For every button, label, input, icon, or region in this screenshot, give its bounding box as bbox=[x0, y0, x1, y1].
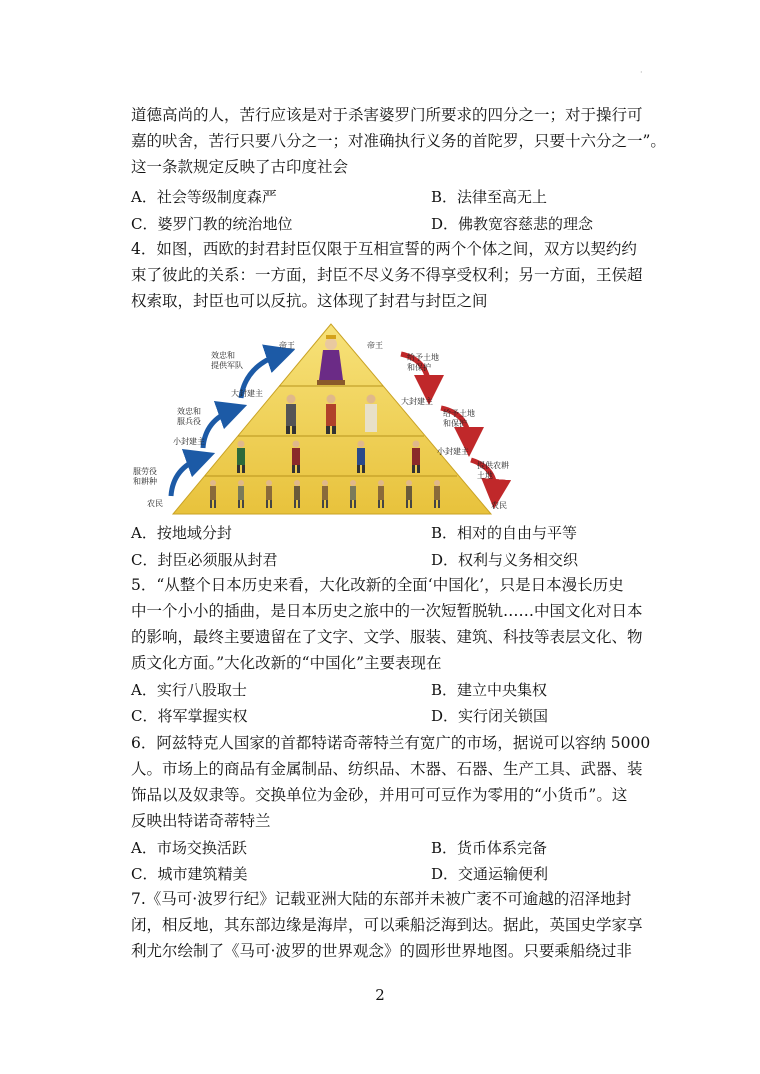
corner-mark: · bbox=[640, 68, 643, 77]
q3-option-d: D．佛教宽容慈悲的理念 bbox=[431, 215, 594, 233]
label-arrow-land-protect-4: 和保护 bbox=[443, 419, 467, 428]
label-small-lord-left: 小封建主 bbox=[173, 437, 205, 446]
q6-text-line: 反映出特诺奇蒂特兰 bbox=[131, 812, 271, 830]
q7-text-line: 利尤尔绘制了《马可·波罗的世界观念》的圆形世界地图。只要乘船绕过非 bbox=[131, 942, 632, 960]
label-arrow-loyalty-army-2: 提供军队 bbox=[211, 361, 243, 370]
q5-text-line: 质文化方面。”大化改新的“中国化”主要表现在 bbox=[131, 654, 442, 672]
q4-option-d: D．权利与义务相交织 bbox=[431, 551, 579, 569]
label-arrow-labor-2: 和耕种 bbox=[133, 477, 157, 486]
q4-option-c: C．封臣必须服从封君 bbox=[131, 551, 278, 569]
label-arrow-labor-1: 服劳役 bbox=[133, 467, 157, 476]
label-great-lord-right: 大封建主 bbox=[401, 397, 433, 406]
q4-text-line: 束了彼此的关系：一方面，封臣不尽义务不得享受权利；另一方面，王侯超 bbox=[131, 266, 643, 284]
feudal-pyramid-figure bbox=[131, 318, 531, 516]
q6-option-b: B．货币体系完备 bbox=[431, 839, 548, 857]
q6-option-a: A．市场交换活跃 bbox=[131, 839, 247, 857]
q3-text-line: 道德高尚的人，苦行应该是对于杀害婆罗门所要求的四分之一；对于操行可 bbox=[131, 106, 643, 124]
label-arrow-loyalty-army-1: 效忠和 bbox=[211, 351, 235, 360]
q5-option-d: D．实行闭关锁国 bbox=[431, 707, 549, 725]
q4-option-a: A．按地域分封 bbox=[131, 524, 232, 542]
q6-option-c: C．城市建筑精美 bbox=[131, 865, 248, 883]
q3-text-line: 这一条款规定反映了古印度社会 bbox=[131, 158, 349, 176]
label-peasant-left: 农民 bbox=[147, 499, 163, 508]
feudal-pyramid-svg bbox=[131, 318, 531, 516]
q5-text-line: 5．“从整个日本历史来看，大化改新的全面‘中国化’，只是日本漫长历史 bbox=[131, 576, 624, 594]
label-arrow-loyalty-service-2: 服兵役 bbox=[177, 417, 201, 426]
q7-text-line: 闭，相反地，其东部边缘是海岸，可以乘船泛海到达。据此，英国史学家享 bbox=[131, 916, 643, 934]
arrow-up-small-lord bbox=[203, 410, 233, 448]
label-king-left: 帝王 bbox=[279, 341, 295, 350]
label-arrow-land-protect-2: 和保护 bbox=[407, 363, 431, 372]
q3-option-a: A．社会等级制度森严 bbox=[131, 188, 277, 206]
label-arrow-farmland-1: 提供农耕 bbox=[477, 461, 509, 470]
label-peasant-right: 农民 bbox=[491, 501, 507, 510]
q6-option-d: D．交通运输便利 bbox=[431, 865, 549, 883]
q5-option-c: C．将军掌握实权 bbox=[131, 707, 248, 725]
q4-text-line: 权索取，封臣也可以反抗。这体现了封君与封臣之间 bbox=[131, 292, 488, 310]
label-arrow-loyalty-service-1: 效忠和 bbox=[177, 407, 201, 416]
label-king-right: 帝王 bbox=[367, 341, 383, 350]
label-arrow-land-protect-3: 给予土地 bbox=[443, 409, 475, 418]
q5-text-line: 的影响，最终主要遗留在了文字、文学、服装、建筑、科技等表层文化、物 bbox=[131, 628, 643, 646]
q4-text-line: 4．如图，西欧的封君封臣仅限于互相宣誓的两个个体之间，双方以契约约 bbox=[131, 240, 637, 258]
label-great-lord-left: 大封建主 bbox=[231, 389, 263, 398]
label-small-lord-right: 小封建主 bbox=[437, 447, 469, 456]
q3-option-b: B．法律至高无上 bbox=[431, 188, 548, 206]
q6-text-line: 饰品以及奴隶等。交换单位为金砂，并用可可豆作为零用的“小货币”。这 bbox=[131, 786, 628, 804]
q4-option-b: B．相对的自由与平等 bbox=[431, 524, 578, 542]
label-arrow-farmland-2: 土地 bbox=[477, 471, 493, 480]
q5-text-line: 中一个小小的插曲，是日本历史之旅中的一次短暂脱轨……中国文化对日本 bbox=[131, 602, 643, 620]
q3-option-c: C．婆罗门教的统治地位 bbox=[131, 215, 293, 233]
q3-text-line: 嘉的吠舍，苦行只要八分之一；对准确执行义务的首陀罗，只要十六分之一”。 bbox=[131, 132, 666, 150]
q5-option-a: A．实行八股取士 bbox=[131, 681, 247, 699]
q6-text-line: 6．阿兹特克人国家的首都特诺奇蒂特兰有宽广的市场，据说可以容纳 5000 bbox=[131, 734, 651, 752]
page-number: 2 bbox=[375, 986, 385, 1004]
q5-option-b: B．建立中央集权 bbox=[431, 681, 548, 699]
q7-text-line: 7.《马可·波罗行纪》记载亚洲大陆的东部并未被广袤不可逾越的沼泽地封 bbox=[131, 890, 632, 908]
label-arrow-land-protect-1: 给予土地 bbox=[407, 353, 439, 362]
q6-text-line: 人。市场上的商品有金属制品、纺织品、木器、石器、生产工具、武器、装 bbox=[131, 760, 643, 778]
